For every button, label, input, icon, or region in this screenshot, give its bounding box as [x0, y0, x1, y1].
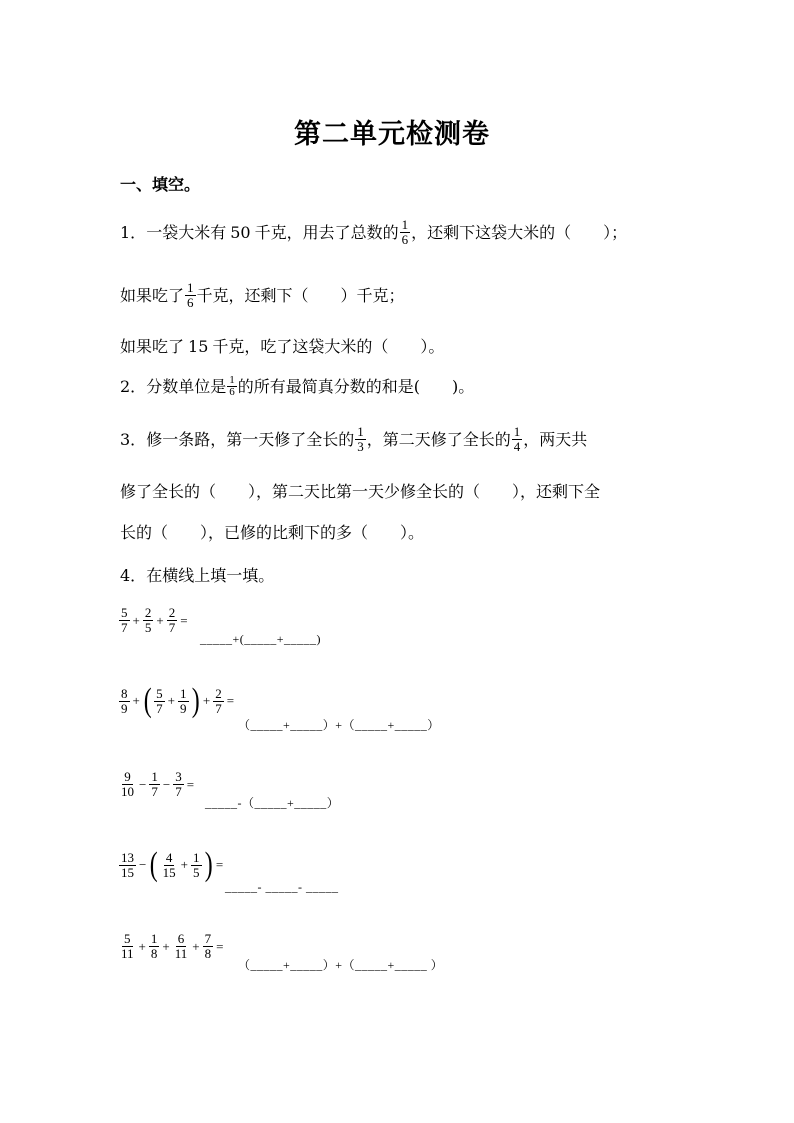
answer-blanks-5: （_____+_____）+（_____+_____ ）	[238, 958, 444, 972]
numerator: 5	[124, 931, 131, 946]
equals-sign: =	[180, 612, 188, 628]
fraction	[203, 932, 214, 961]
operator: +	[156, 612, 164, 628]
fraction	[173, 932, 190, 961]
fraction	[178, 687, 189, 716]
fraction	[119, 932, 136, 961]
fraction	[512, 425, 523, 454]
numerator: 1	[193, 849, 200, 865]
denominator: 8	[150, 946, 158, 961]
fraction	[400, 218, 411, 247]
operator: +	[132, 693, 140, 708]
right-parenthesis: )	[204, 846, 213, 883]
denominator: 7	[121, 620, 128, 635]
question-number: 1．	[120, 222, 147, 242]
fraction	[149, 932, 160, 961]
denominator: 7	[151, 784, 158, 799]
numerator: 1	[151, 769, 158, 784]
denominator: 4	[513, 439, 521, 454]
fraction	[213, 687, 224, 716]
numerator: 5	[156, 685, 163, 701]
numerator: 1	[229, 374, 235, 386]
question-3-line-1	[120, 425, 587, 454]
fraction	[161, 851, 178, 880]
fraction	[154, 687, 165, 716]
answer-blanks-1: _____+(_____+_____)	[200, 632, 322, 646]
denominator: 3	[357, 439, 364, 454]
operator: +	[167, 693, 176, 708]
denominator: 10	[121, 784, 134, 799]
numerator: 1	[401, 217, 409, 232]
value: 15	[188, 337, 209, 356]
page-title: 第二单元检测卷	[294, 119, 490, 150]
numerator: 8	[121, 685, 128, 701]
fraction	[149, 770, 160, 799]
question-number: 2．	[120, 376, 147, 396]
operator: +	[162, 938, 170, 954]
question-2	[120, 375, 474, 398]
question-3-line-2: 修了全长的（ ），第二天比第一天少修全长的（ ），还剩下全	[120, 482, 601, 501]
fraction	[119, 851, 136, 880]
fraction	[191, 851, 202, 880]
question-number: 4．	[120, 566, 147, 585]
text: 如果吃了	[120, 285, 185, 305]
equals-sign: =	[186, 776, 195, 792]
question-1-line-1	[120, 218, 627, 247]
denominator: 9	[121, 700, 128, 716]
numerator: 3	[175, 769, 182, 784]
operator: −	[139, 776, 147, 792]
fraction	[119, 606, 130, 635]
denominator: 11	[174, 946, 188, 961]
numerator: 2	[144, 605, 152, 620]
numerator: 1	[513, 424, 521, 439]
fraction	[119, 687, 130, 716]
equals-sign: =	[215, 857, 224, 872]
answer-blanks-4: _____- _____- _____	[225, 880, 339, 894]
denominator: 6	[229, 386, 235, 398]
operator: +	[132, 612, 140, 628]
fraction	[119, 770, 136, 799]
left-parenthesis: (	[150, 846, 158, 883]
expression-3	[118, 770, 196, 799]
expression-1	[118, 606, 190, 635]
operator: +	[192, 938, 200, 954]
numerator: 7	[204, 931, 212, 946]
text: ，还剩下这袋大米的（ ）；	[411, 222, 628, 242]
right-parenthesis: )	[191, 682, 200, 719]
question-1-line-3	[120, 336, 444, 358]
text: ，两天共	[523, 429, 588, 449]
denominator: 8	[204, 946, 212, 961]
text: 在横线上填一填。	[146, 566, 275, 585]
operator: +	[180, 857, 189, 872]
numerator: 9	[124, 769, 131, 784]
denominator: 6	[401, 232, 409, 247]
numerator: 4	[165, 849, 173, 865]
numerator: 1	[150, 931, 158, 946]
denominator: 11	[121, 946, 134, 961]
section-heading: 一、填空。	[120, 175, 201, 194]
expression-2	[118, 682, 236, 719]
denominator: 7	[175, 784, 182, 799]
fraction	[173, 770, 184, 799]
question-3-line-3: 长的（ ），已修的比剩下的多（ ）。	[120, 523, 425, 542]
denominator: 15	[162, 864, 176, 880]
fraction	[227, 375, 237, 398]
numerator: 2	[168, 605, 176, 620]
operator: +	[138, 938, 146, 954]
answer-blanks-3: _____-（_____+_____）	[205, 796, 340, 810]
numerator: 5	[121, 605, 128, 620]
answer-blanks-2: （_____+_____）+（_____+_____）	[238, 718, 440, 732]
equals-sign: =	[216, 938, 224, 954]
fraction	[167, 606, 178, 635]
denominator: 6	[187, 295, 194, 310]
question-4	[120, 565, 274, 587]
operator: −	[162, 776, 171, 792]
denominator: 15	[121, 864, 134, 880]
fraction	[185, 281, 196, 310]
fraction	[355, 425, 366, 454]
numerator: 6	[177, 931, 185, 946]
denominator: 7	[156, 700, 163, 716]
question-1-line-2	[120, 281, 405, 310]
denominator: 7	[215, 700, 222, 716]
question-number: 3．	[120, 429, 147, 449]
equals-sign: =	[226, 693, 235, 708]
numerator: 13	[121, 849, 134, 865]
numerator: 1	[187, 280, 194, 295]
denominator: 5	[144, 620, 152, 635]
denominator: 5	[193, 864, 200, 880]
denominator: 7	[168, 620, 176, 635]
value: 50	[230, 222, 251, 242]
numerator: 2	[215, 685, 222, 701]
fraction	[143, 606, 154, 635]
expression-4	[118, 846, 225, 883]
left-parenthesis: (	[143, 682, 152, 719]
text: ，第二天修了全长的	[366, 429, 511, 449]
text: 修一条路，第一天修了全长的	[146, 429, 355, 449]
text: 的所有最简真分数的和是( )。	[237, 376, 475, 396]
expression-5	[118, 932, 225, 961]
text: 千克，用去了总数的	[254, 222, 399, 242]
operator: +	[202, 693, 211, 708]
text: 一袋大米有	[146, 222, 227, 242]
numerator: 1	[357, 424, 364, 439]
text: 千克，吃了这袋大米的（ ）。	[212, 337, 445, 356]
numerator: 1	[180, 685, 187, 701]
text: 分数单位是	[146, 376, 227, 396]
operator: −	[139, 857, 147, 872]
text: 千克，还剩下（ ）千克；	[196, 285, 405, 305]
denominator: 9	[180, 700, 187, 716]
text: 如果吃了	[120, 337, 185, 356]
